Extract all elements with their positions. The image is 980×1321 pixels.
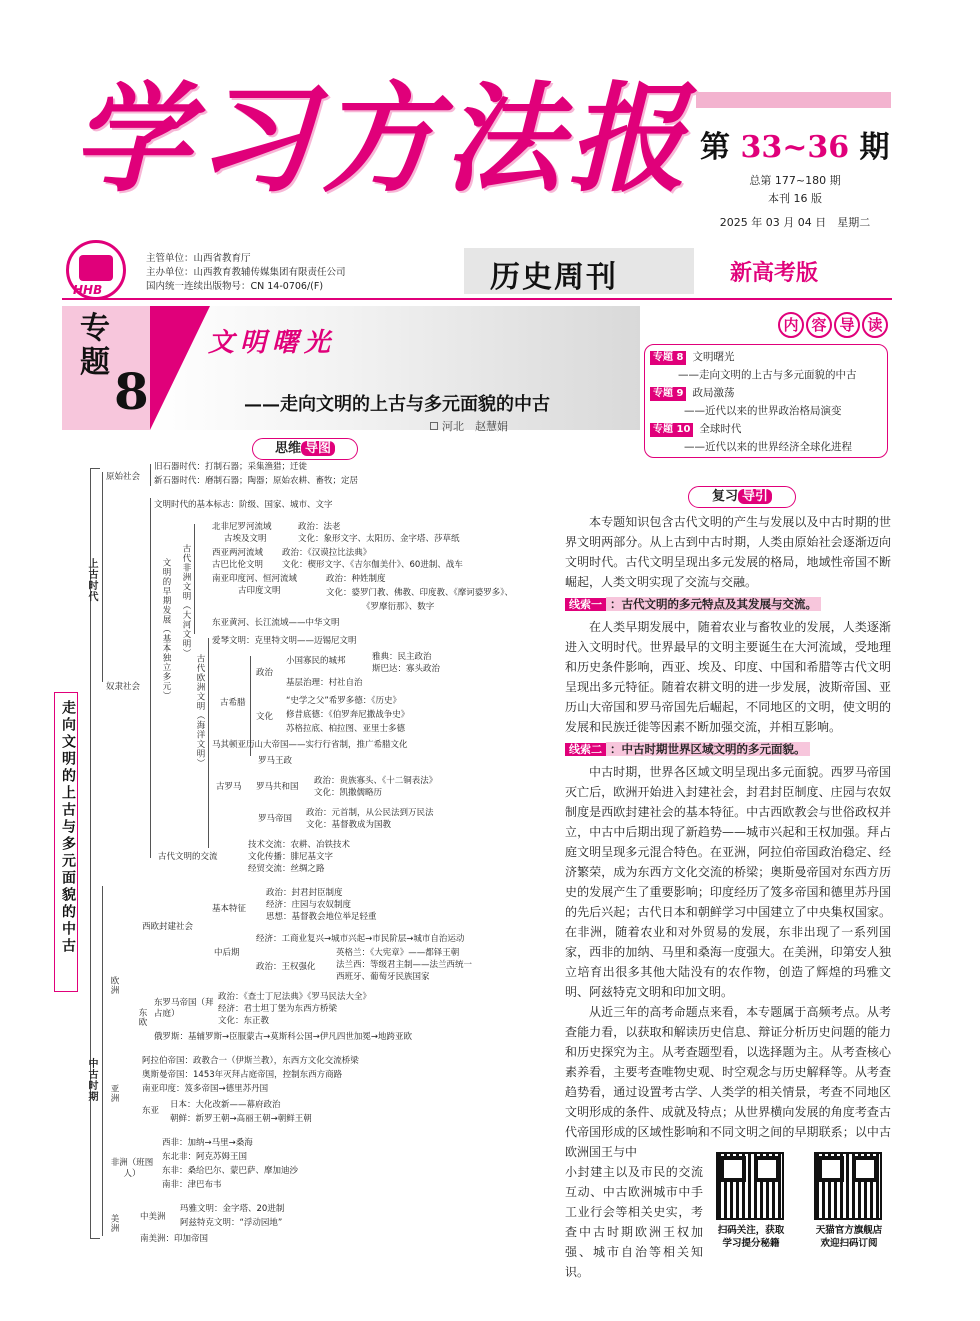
issue-info (700, 122, 890, 230)
contents-item-subtitle: ——近代以来的世界经济全球化进程 (684, 441, 852, 453)
publish-date: 2025 年 03 月 04 日 星期二 (719, 216, 871, 229)
qr-caption-line: 学习提分秘籍 (722, 1238, 780, 1249)
node-east-africa: 东非：桑给巴尔、蒙巴萨、摩加迪沙 (162, 1166, 299, 1176)
node-late-economy: 经济：工商业复兴→城市兴起→市民阶层→城市自治运动 (256, 934, 465, 944)
topic-word: 专题 (80, 311, 110, 380)
qr-caption-line: 天猫官方旗舰店 (815, 1225, 883, 1236)
issue-suffix: 期 (859, 130, 890, 165)
node-civ-sign: 文明时代的基本标志：阶级、国家、城市、文字 (154, 500, 333, 510)
node-northeast-africa: 东北非：阿克苏姆王国 (162, 1152, 248, 1162)
qr-caption-store (804, 1224, 894, 1250)
node-east-asia: 东亚 (142, 1106, 160, 1116)
publisher-logo (66, 240, 126, 300)
node-exchange-culture: 文化传播：腓尼基文字 (248, 852, 334, 862)
issue-numbers: 33~36 (740, 130, 850, 165)
node-india: 古印度文明 (238, 586, 281, 596)
contents-list (650, 348, 886, 456)
node-india-politics: 政治：种姓制度 (326, 574, 386, 584)
node-russia: 俄罗斯：基辅罗斯→臣服蒙古→莫斯科公国→伊凡四世加冕→地跨亚欧 (154, 1032, 412, 1042)
logo-book-icon (79, 255, 113, 281)
node-alexander: 马其顿亚历山大帝国——实行行省制，推广希腊文化 (212, 740, 408, 750)
mindmap-branch (208, 638, 209, 848)
node-byz-economy: 经济：君士坦丁堡为东西方桥梁 (218, 1004, 338, 1014)
node-rome-empire: 罗马帝国 (258, 814, 293, 824)
node-africa: 非洲（班图人） (110, 1158, 154, 1179)
node-maya: 玛雅文明：金字塔、20进制 (180, 1204, 285, 1214)
node-basic-thought: 思想：基督教会地位举足轻重 (266, 912, 377, 922)
mindmap-branch (150, 498, 151, 858)
node-greece-local: 基层治理：村社自治 (286, 678, 363, 688)
node-egypt-region: 北非尼罗河流域 (212, 522, 272, 532)
contents-tag: 专题 10 (650, 423, 693, 437)
review-heading-highlight: 导引 (738, 489, 772, 504)
node-rome-republic: 罗马共和国 (256, 782, 299, 792)
topic-title: 文明曙光 (208, 328, 337, 358)
qr-code-store[interactable] (814, 1152, 882, 1220)
node-korea: 朝鲜：新罗王朝→高丽王朝→朝鲜王朝 (170, 1114, 312, 1124)
mindmap-branch (90, 1238, 100, 1239)
contents-heading-char: 读 (862, 312, 888, 338)
edition-label: 新高考版 (730, 261, 819, 286)
issue-number (700, 122, 890, 166)
node-west-africa: 西非：加纳→马里→桑海 (162, 1138, 253, 1148)
contents-item-subtitle: ——近代以来的世界政治格局演变 (684, 405, 842, 417)
node-aztec: 阿兹特克文明：“浮动园地” (180, 1218, 283, 1228)
node-primitive: 原始社会 (106, 472, 141, 482)
publisher-line: 主管单位：山西省教育厅 (146, 253, 251, 264)
node-exchange-trade: 经贸交流：丝绸之路 (248, 864, 325, 874)
node-america: 美洲 (109, 1214, 119, 1233)
node-primitive-2: 新石器时代：磨制石器；陶器；原始农耕、畜牧；定居 (154, 476, 359, 486)
node-basic-politics: 政治：封君封臣制度 (266, 888, 343, 898)
node-india-medieval: 南亚印度：笈多帝国→德里苏丹国 (142, 1084, 269, 1094)
node-late-period: 中后期 (214, 948, 240, 958)
total-issue: 总第 177~180 期 (749, 174, 841, 187)
node-empire-politics: 政治：元首制，从公民法到万民法 (306, 808, 434, 818)
node-herodotus: “史学之父”希罗多德：《历史》 (286, 696, 402, 706)
topic-number: 8 (114, 362, 149, 421)
node-iberia: 西班牙、葡萄牙民族国家 (336, 972, 430, 982)
weekly-title: 历史周刊 (490, 260, 618, 295)
node-east-europe: 东欧 (137, 1008, 147, 1027)
node-meso-politics: 政治：《汉谟拉比法典》 (282, 548, 372, 558)
node-ancient: 上古时代 (86, 558, 97, 602)
contents-item-title: 政局激荡 (692, 387, 735, 399)
node-late-politics: 政治：王权强化 (256, 962, 316, 972)
node-aegean: 爱琴文明：克里特文明——迈锡尼文明 (212, 636, 357, 646)
review-paragraph: 从近三年的高考命题点来看，本专题属于高频考点。从考查能力看，以获取和解读历史信息、辩证分析历史问题的能力和历史探究为主。从考查题型看，以选择题为主。从考查核心素养看，主要考查唯物史观、时空观念与历史解释等。从考查趋势看，通过设置考古学、人类学的相关情景，考查不同地区文明形成的条件、成就及特点；从世界横向发展的角度考查古代帝国形成的区域性影响和不同文明之间的早期联系；以中古欧洲国王与中 (565, 1005, 891, 1159)
node-india-culture-2: 《罗摩衍那》、数字 (362, 602, 435, 612)
banner-wedge (150, 306, 210, 430)
mindmap-branch (90, 468, 100, 469)
node-rome-kingdom: 罗马王政 (258, 756, 293, 766)
mindmap-heading (252, 438, 358, 460)
page-count: 本刊 16 版 (768, 192, 822, 205)
node-egypt-politics: 政治：法老 (298, 522, 341, 532)
review-paragraph-tail: 小封建主以及市民的交流互动、中古欧洲城市中手工业行会等相关史实，考查中古时期欧洲王权加强、城市自治等相关知识。 (565, 1165, 703, 1279)
node-ottoman: 奥斯曼帝国：1453年灭拜占庭帝国，控制东西方商路 (142, 1070, 343, 1080)
node-basic-features: 基本特征 (212, 904, 247, 914)
header-divider (62, 298, 892, 300)
clue-tag: 线索二 (565, 743, 606, 756)
contents-item-title: 全球时代 (699, 423, 742, 435)
qr-caption-line: 扫码关注，获取 (717, 1225, 785, 1236)
contents-tag: 专题 8 (650, 351, 686, 365)
node-england: 英格兰：《大宪章》——都铎王朝 (336, 948, 460, 958)
contents-item-title: 文明曙光 (692, 351, 735, 363)
node-greece-polis: 小国寡民的城邦 (286, 656, 346, 666)
mindmap-heading-highlight: 导图 (301, 441, 335, 456)
node-meso: 古巴比伦文明 (212, 560, 264, 570)
node-mesoamerica: 中美洲 (140, 1212, 166, 1222)
node-river: 古代非洲文明（大河文明） (181, 544, 191, 658)
node-india-region: 南亚印度河、恒河流域 (212, 574, 298, 584)
mindmap (62, 458, 550, 1258)
node-egypt-culture: 文化：象形文字、太阳历、金字塔、莎草纸 (298, 534, 460, 544)
author-box-icon (430, 422, 438, 430)
author-line (430, 418, 508, 434)
mindmap-branch (102, 886, 103, 1236)
node-exchange-tech: 技术交流：农耕、冶铁技术 (248, 840, 351, 850)
node-inca: 南美洲：印加帝国 (140, 1234, 209, 1244)
issue-prefix: 第 (700, 130, 730, 165)
author-name: 河北 赵慧娟 (442, 420, 508, 433)
node-arab: 阿拉伯帝国：政教合一（伊斯兰教），东西方文化交流桥梁 (142, 1056, 359, 1066)
qr-caption-follow (706, 1224, 796, 1250)
qr-caption-line: 欢迎扫码订阅 (820, 1238, 878, 1249)
contents-item (650, 384, 886, 402)
clue-one (565, 594, 891, 615)
mindmap-heading-plain: 思维 (274, 441, 301, 456)
mindmap-branch (150, 464, 151, 486)
node-athens: 雅典：民主政治 (372, 652, 432, 662)
node-thucydides: 修昔底德：《伯罗奔尼撒战争史》 (286, 710, 410, 720)
contents-heading (778, 312, 890, 338)
clue-two (565, 739, 891, 760)
node-primitive-1: 旧石器时代：打制石器；采集渔猎；迁徙 (154, 462, 308, 472)
review-paragraph: 本专题知识包含古代文明的产生与发展以及中古时期的世界文明两部分。从上古到中古时期，人类由原始社会逐渐迈向文明时代。古代文明呈现出多元发展的格局，地域性帝国不断崛起，人类文明实现了交流与交融。 (565, 515, 891, 589)
publisher-info (146, 252, 346, 294)
clue-text: ：古代文明的多元特点及其发展与交流。 (606, 597, 821, 611)
node-republic-culture: 文化：凯撒儒略历 (314, 788, 383, 798)
qr-code-follow[interactable] (716, 1152, 784, 1220)
newspaper-title: 学习方法报 (72, 69, 693, 208)
node-meso-region: 西亚两河流域 (212, 548, 264, 558)
node-sparta: 斯巴达：寡头政治 (372, 664, 441, 674)
clue-text: ：中古时期世界区域文明的多元面貌。 (606, 742, 810, 756)
contents-tag: 专题 9 (650, 387, 686, 401)
node-sea-civ: 古代欧洲文明（海洋文明） (195, 654, 205, 768)
node-early-dev: 文明的早期发展（基本独立多元） (161, 558, 171, 701)
header-accent-strip (696, 92, 891, 108)
node-meso-culture: 文化：楔形文字、《吉尔伽美什》、60进制、战车 (282, 560, 463, 570)
node-byz-culture: 文化：东正教 (218, 1016, 270, 1026)
node-greece-politics: 政治 (256, 668, 274, 678)
node-exchange: 古代文明的交流 (158, 852, 218, 862)
node-europe: 欧洲 (109, 976, 119, 995)
publisher-line: 国内统一连续出版物号：CN 14-0706/(F) (146, 281, 324, 292)
node-basic-economy: 经济：庄园与农奴制度 (266, 900, 352, 910)
contents-item (650, 420, 886, 438)
node-republic-politics: 政治：贵族寡头、《十二铜表法》 (314, 776, 438, 786)
node-greece: 古希腊 (220, 698, 246, 708)
review-paragraph: 中古时期，世界各区域文明呈现出多元面貌。西罗马帝国灭亡后，欧洲开始进入封建社会，封君封臣制度、庄园与农奴制度是西欧封建社会的基本特征。中古西欧教会与世俗政权并立，中古中后期出现了新趋势——城市兴起和王权加强。拜占庭文明呈现多元混合特色。在亚洲，阿拉伯帝国政治稳定、经济繁荣，成为东西方文化交流的桥梁；奥斯曼帝国对东西方历史的发展产生了重要影响；印度经历了笈多帝国和德里苏丹国的先后兴起；古代日本和朝鲜学习中国建立了中央集权国家。在非洲，随着农业和对外贸易的发展，东非出现了一系列国家，西非的加纳、马里和桑海一度强大。在美洲，印第安人独立培育出很多其他大陆没有的农作物，创造了辉煌的玛雅文明、阿兹特克文明和印加文明。 (565, 765, 891, 999)
review-paragraph: 在人类早期发展中，随着农业与畜牧业的发展，人类逐渐进入文明时代。世界最早的文明主要诞生在大河流域，受地理和历史条件影响，西亚、埃及、印度、中国和希腊等古代文明呈现出多元特征。随着农耕文明的进一步发展，波斯帝国、亚历山大帝国和罗马帝国先后崛起，不同地区的文明，使文明的发展和民族迁徙等因素不断加强交流，并相互影响。 (565, 620, 891, 734)
clue-tag: 线索一 (565, 598, 606, 611)
contents-item (650, 348, 886, 366)
node-india-culture-1: 文化：婆罗门教、佛教、印度教、《摩诃婆罗多》、 (326, 588, 514, 598)
node-philosophers: 苏格拉底、柏拉图、亚里士多德 (286, 724, 406, 734)
node-greece-culture: 文化 (256, 712, 274, 722)
topic-subtitle: ——走向文明的上古与多元面貌的中古 (244, 394, 550, 415)
contents-heading-char: 导 (834, 312, 860, 338)
contents-heading-char: 容 (806, 312, 832, 338)
node-slave: 奴隶社会 (106, 682, 141, 692)
contents-item-subtitle: ——走向文明的上古与多元面貌的中古 (678, 369, 857, 381)
review-heading-plain: 复习 (711, 489, 738, 504)
node-asia: 亚洲 (109, 1084, 119, 1103)
mindmap-branch (102, 472, 103, 682)
node-byz-politics: 政治：《查士丁尼法典》《罗马民法大全》 (218, 992, 372, 1002)
node-medieval: 中古时期 (86, 1058, 97, 1102)
node-south-africa: 南非：津巴布韦 (162, 1180, 222, 1190)
node-france: 法兰西：等级君主制——法兰西统一 (336, 960, 473, 970)
contents-heading-char: 内 (778, 312, 804, 338)
side-label: 走向文明的上古与多元面貌的中古 (60, 700, 76, 955)
mindmap-branch (194, 524, 195, 634)
logo-text: HHB (73, 283, 103, 297)
node-rome: 古罗马 (216, 782, 242, 792)
node-empire-culture: 文化：基督教成为国教 (306, 820, 392, 830)
publisher-line: 主办单位：山西教育教辅传媒集团有限责任公司 (146, 267, 346, 278)
review-heading (688, 486, 796, 508)
node-egypt: 古埃及文明 (224, 534, 267, 544)
node-china: 东亚黄河、长江流域——中华文明 (212, 618, 340, 628)
node-byzantium: 东罗马帝国（拜占庭） (154, 998, 214, 1019)
node-japan: 日本：大化改新——幕府政治 (170, 1100, 281, 1110)
node-west-europe: 西欧封建社会 (142, 922, 194, 932)
